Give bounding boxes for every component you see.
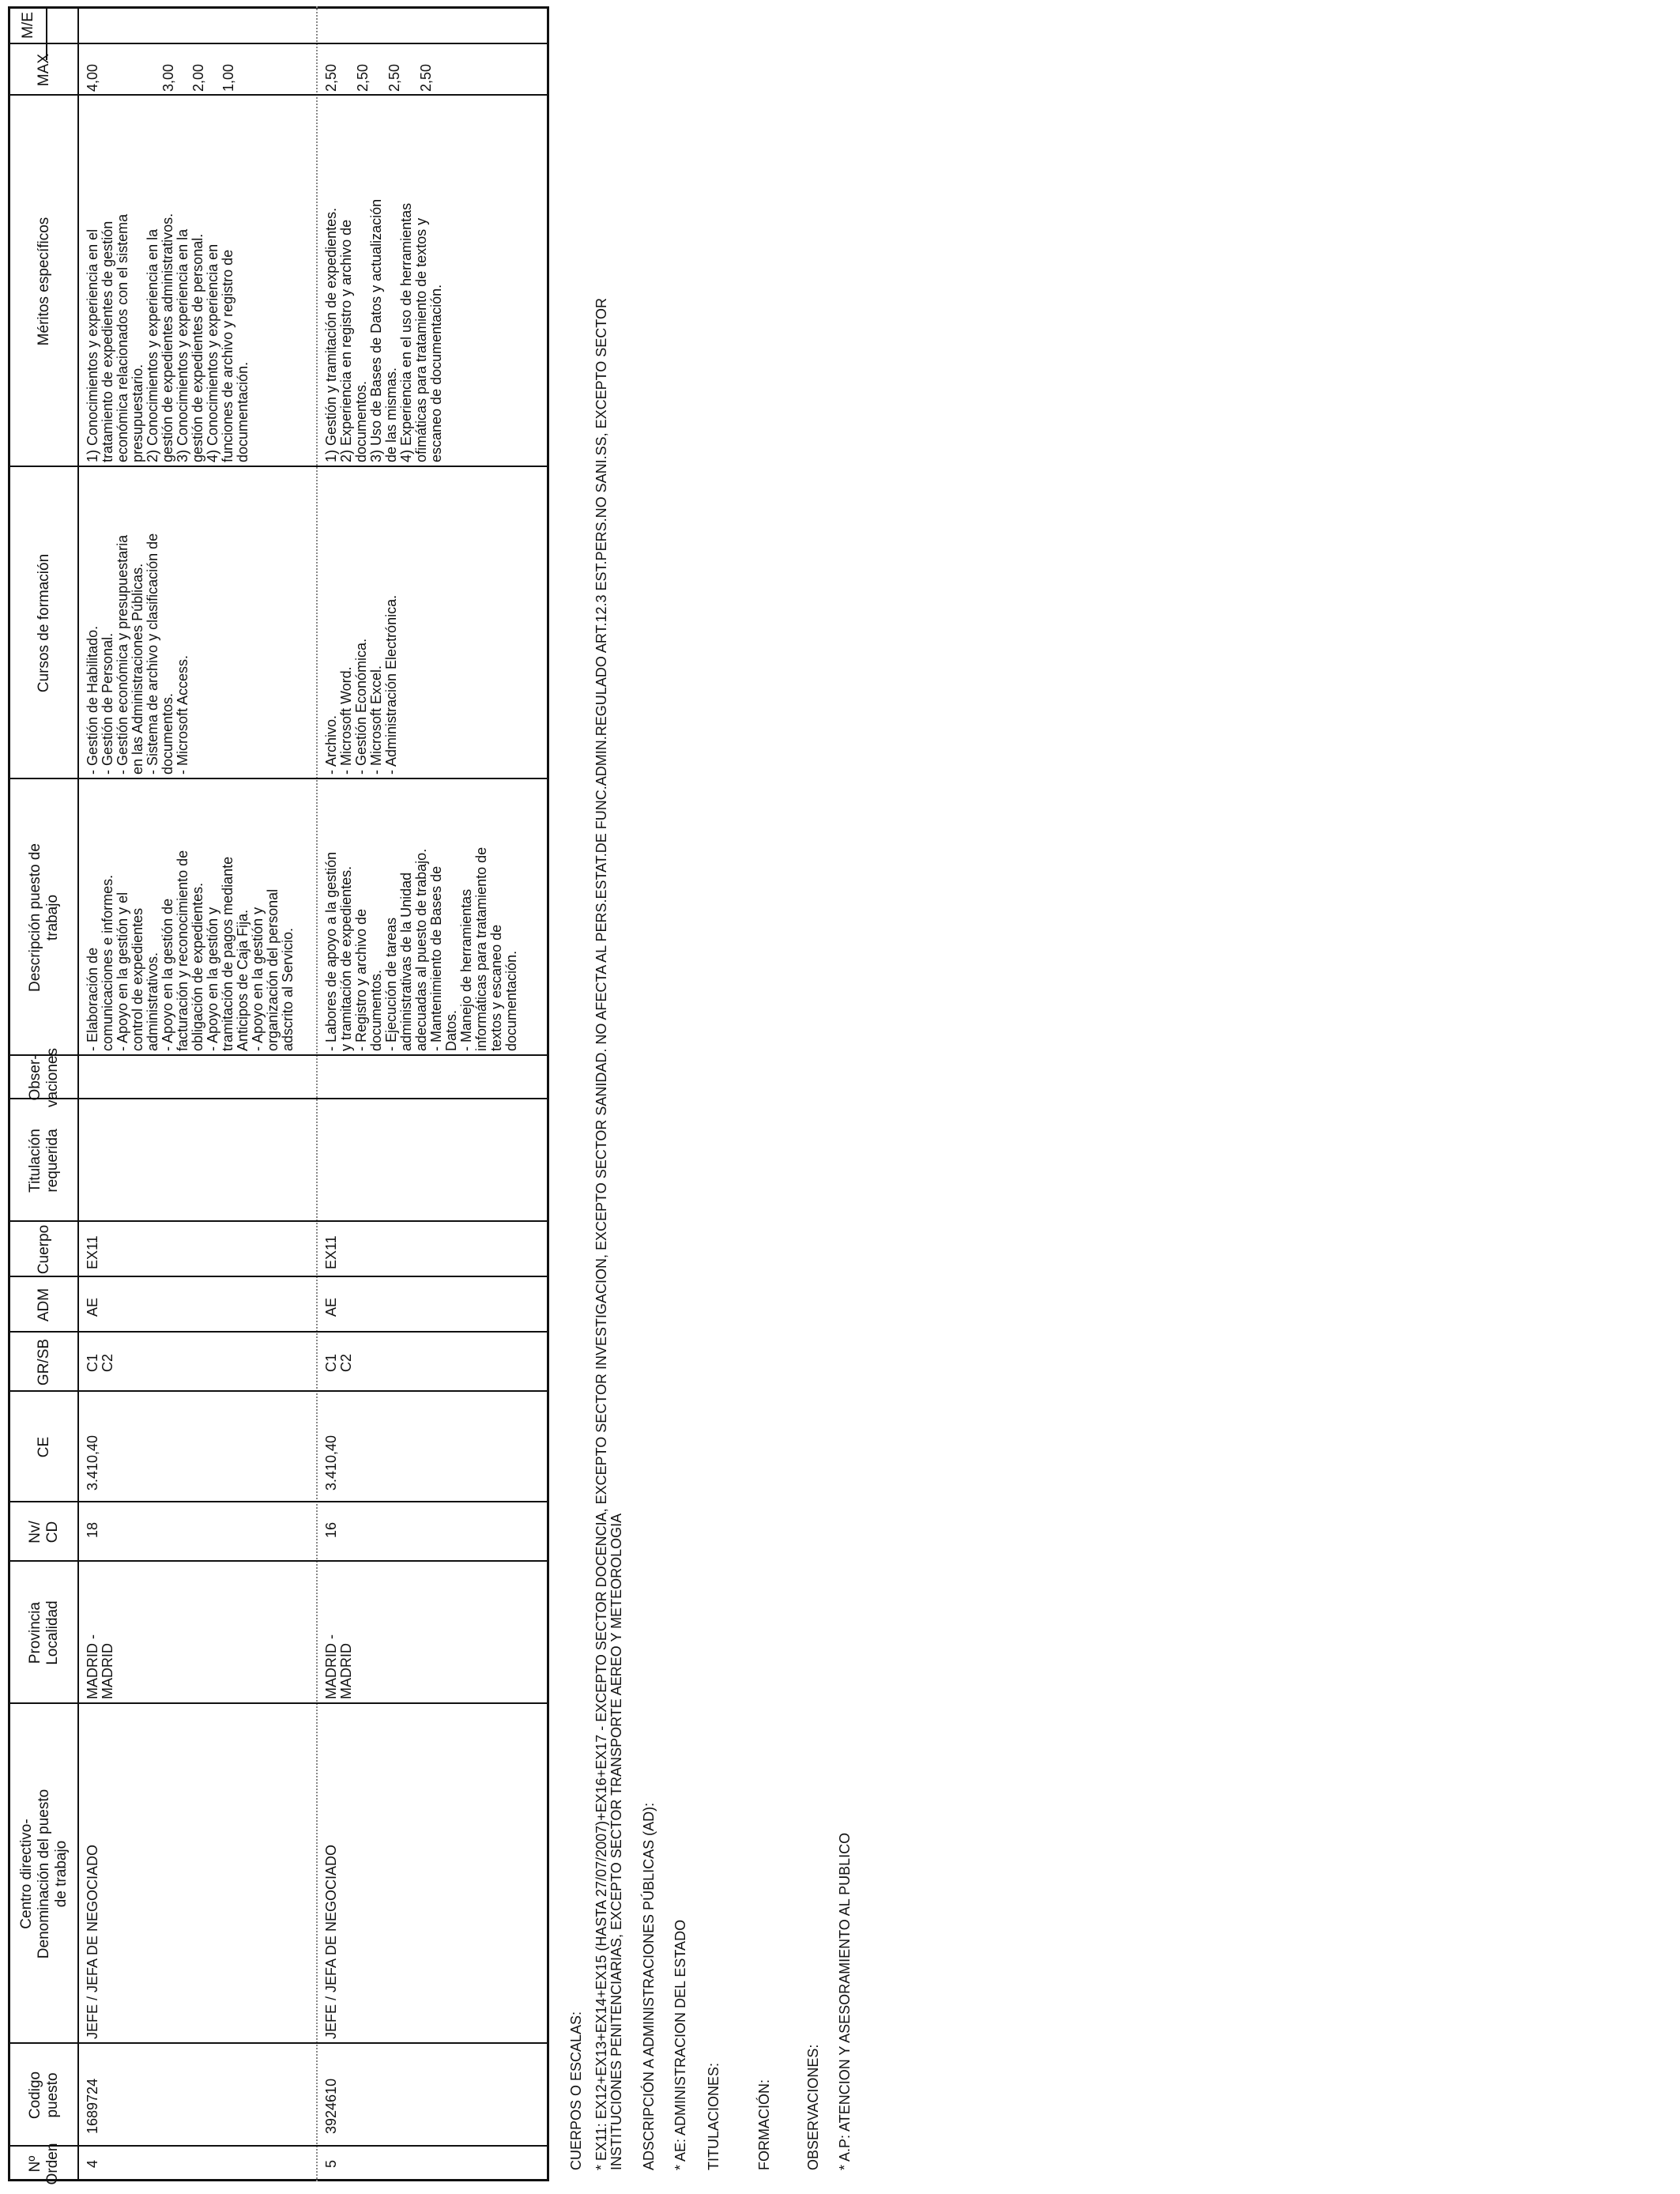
row-separator xyxy=(316,6,318,2181)
footer-observaciones-title: OBSERVACIONES: xyxy=(805,2044,821,2170)
row1-max-1: 4,00 xyxy=(85,63,100,92)
col-line xyxy=(8,1331,549,1333)
col-line xyxy=(8,1560,549,1562)
header-descripcion: Descripción puesto de trabajo xyxy=(27,843,61,992)
row2-max-2: 2,50 xyxy=(355,63,371,92)
row2-cuerpo: EX11 xyxy=(323,1235,339,1269)
row1-cuerpo: EX11 xyxy=(85,1235,100,1269)
header-grsb: GR/SB xyxy=(36,1338,52,1386)
col-line xyxy=(8,1276,549,1277)
footer-adscripcion-text: * AE: ADMINISTRACION DEL ESTADO xyxy=(672,1919,688,2170)
col-line xyxy=(8,2042,549,2044)
col-line xyxy=(8,43,549,44)
header-max: MAX xyxy=(36,53,52,87)
row2-adm: AE xyxy=(323,1297,339,1317)
header-cursos: Cursos de formación xyxy=(36,553,52,693)
col-line xyxy=(8,1220,549,1222)
row1-codigo: 1689724 xyxy=(85,2078,100,2134)
col-line xyxy=(8,94,549,96)
row1-descripcion: - Elaboración de comunicaciones e informes. - Apoyo en la gestión y el control de expedientes administrativos. - Apoyo en la gestión de facturación y reconocimiento de obligación de expedientes. - Apoyo en la gestión y tramitación de pagos mediante Anticipos de Caja Fija. - Apoyo en la gestión y organización del personal adscrito al Servicio. xyxy=(85,850,296,1051)
row2-provincia: MADRID - MADRID xyxy=(323,1634,354,1699)
row1-max-2: 3,00 xyxy=(160,63,176,92)
header-provincia: Provincia Localidad xyxy=(27,1600,61,1665)
row2-nivel: 16 xyxy=(323,1521,339,1538)
col-line xyxy=(8,778,549,779)
col-line xyxy=(8,1390,549,1392)
row1-orden: 4 xyxy=(85,2160,100,2169)
row1-ce: 3.410,40 xyxy=(85,1434,100,1491)
header-me: M/E xyxy=(20,12,36,39)
row2-cursos: - Archivo. - Microsoft Word. - Gestión Económica. - Microsoft Excel. - Administración Electrónica. xyxy=(323,594,399,775)
header-divider xyxy=(77,6,79,2181)
header-codigo: Codigo puesto xyxy=(27,2071,61,2120)
header-centro: Centro directivo- Denominación del puesto de trabajo xyxy=(18,1789,70,1959)
header-observaciones: Obser- vaciones xyxy=(27,1048,61,1107)
row1-provincia: MADRID - MADRID xyxy=(85,1634,115,1699)
footer-adscripcion-title: ADSCRIPCIÓN A ADMINISTRACIONES PÚBLICAS (AD): xyxy=(641,1802,657,2170)
row2-max-4: 2,50 xyxy=(418,63,434,92)
col-line xyxy=(8,466,549,467)
col-line xyxy=(8,1054,549,1056)
col-line xyxy=(8,1702,549,1704)
row2-codigo: 3924610 xyxy=(323,2078,339,2134)
footer-cuerpos-text: * EX11: EX12+EX13+EX14+EX15 (HASTA 27/07/2007)+EX16+EX17 - EXCEPTO SECTOR DOCENCIA, EXCEPTO SECTOR INVESTIGACION, EXCEPTO SECTOR SANIDAD. NO AFECTA AL PERS.ESTAT.DE FUNC.ADMIN.REGULADO ART.12.3 EST.PERS.NO SANI.SS, EXCEPTO SECTOR INSTITUCIONES PENITENCIARIAS, EXCEPTO SECTOR TRANSPORTE AEREO Y METEOROLOGIA xyxy=(593,298,624,2170)
row1-meritos: 1) Conocimientos y experiencia en el tratamiento de expedientes de gestión económica relacionados con el sistema presupuestario. 2) Conocimientos y experiencia en la gestión de expedientes administrativos. 3) Conocimientos y experiencia en la gestión de expedientes de personal. 4) Conocimientos y experiencia en funciones de archivo y registro de documentación. xyxy=(85,213,250,462)
header-adm: ADM xyxy=(36,1287,52,1322)
row1-nivel: 18 xyxy=(85,1521,100,1538)
col-line xyxy=(8,1501,549,1502)
row2-ce: 3.410,40 xyxy=(323,1434,339,1491)
header-ce: CE xyxy=(36,1436,52,1458)
row2-descripcion: - Labores de apoyo a la gestión y tramitación de expedientes. - Registro y archivo de documentos. - Ejecución de tareas administrativas de la Unidad adecuadas al puesto de trabajo. - Mantenimiento de Bases de Datos. - Manejo de herramientas informáticas para tratamiento de textos y escaneo de documentación. xyxy=(323,846,519,1051)
row2-grsb: C1 C2 xyxy=(323,1353,354,1372)
row2-max-3: 2,50 xyxy=(386,63,402,92)
row1-max-4: 1,00 xyxy=(220,63,236,92)
col-line xyxy=(8,1098,549,1099)
row2-orden: 5 xyxy=(323,2160,339,2169)
footer-cuerpos-title: CUERPOS O ESCALAS: xyxy=(568,2011,584,2170)
header-titulacion: Titulación requerida xyxy=(27,1129,61,1193)
header-cuerpo: Cuerpo xyxy=(36,1224,52,1275)
row1-centro: JEFE / JEFA DE NEGOCIADO xyxy=(85,1844,100,2039)
row1-adm: AE xyxy=(85,1297,100,1317)
row1-grsb: C1 C2 xyxy=(85,1353,115,1372)
footer-observaciones-text: * A.P: ATENCION Y ASESORAMIENTO AL PUBLICO xyxy=(837,1832,853,2170)
header-nivel: Nv/ CD xyxy=(27,1521,61,1544)
footer-formacion-title: FORMACIÓN: xyxy=(756,2079,772,2170)
row2-max-1: 2,50 xyxy=(323,63,339,92)
row1-max-3: 2,00 xyxy=(190,63,206,92)
row1-cursos: - Gestión de Habilitado. - Gestión de Personal. - Gestión económica y presupuestaria en las Administraciones Públicas. - Sistema de archivo y clasificación de documentos. - Microsoft Access. xyxy=(85,533,190,775)
header-orden: Nº Orden xyxy=(27,2143,61,2185)
row2-meritos: 1) Gestión y tramitación de expedientes. 2) Experiencia en registro y archivo de documentos. 3) Uso de Bases de Datos y actualización de las mismas. 4) Experiencia en el uso de herramientas ofimáticas para tratamiento de textos y escaneo de documentación. xyxy=(323,198,444,462)
footer-titulaciones-title: TITULACIONES: xyxy=(706,2062,721,2170)
row2-centro: JEFE / JEFA DE NEGOCIADO xyxy=(323,1844,339,2039)
header-meritos: Méritos específicos xyxy=(36,217,52,346)
